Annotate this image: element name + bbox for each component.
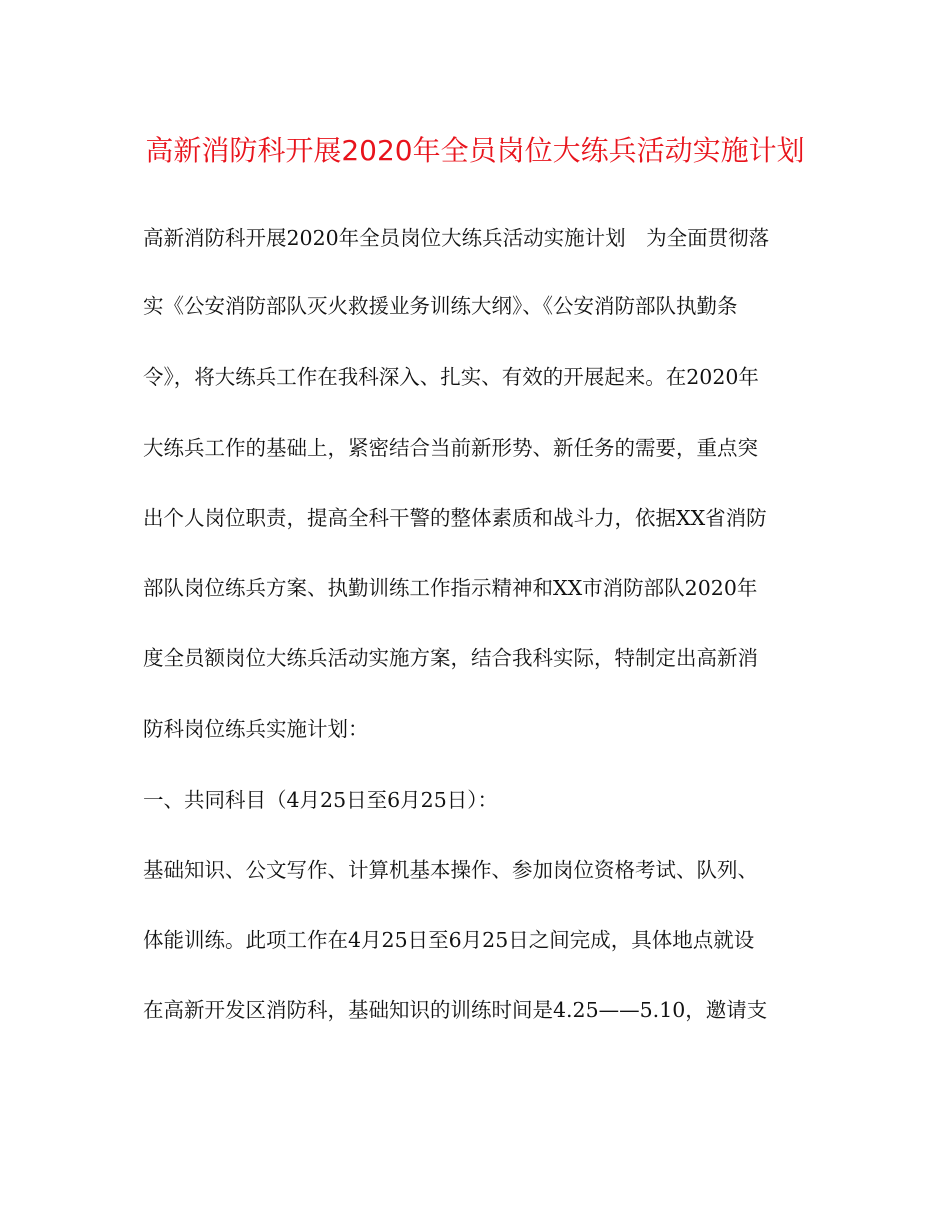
body-line: 大练兵工作的基础上，紧密结合当前新形势、新任务的需要，重点突 — [143, 436, 758, 460]
body-line: 部队岗位练兵方案、执勤训练工作指示精神和XX市消防部队2020年 — [143, 576, 758, 600]
body-line: 在高新开发区消防科，基础知识的训练时间是4.25——5.10，邀请支 — [143, 998, 768, 1022]
body-line: 一、共同科目（4月25日至6月25日）： — [143, 788, 499, 812]
body-line: 实《公安消防部队灭火救援业务训练大纲》、《公安消防部队执勤条 — [143, 294, 738, 318]
body-line: 基础知识、公文写作、计算机基本操作、参加岗位资格考试、队列、 — [143, 858, 758, 882]
body-line: 高新消防科开展2020年全员岗位大练兵活动实施计划 为全面贯彻落 — [143, 226, 770, 250]
body-line: 令》，将大练兵工作在我科深入、扎实、有效的开展起来。在2020年 — [143, 365, 759, 389]
body-line: 度全员额岗位大练兵活动实施方案，结合我科实际，特制定出高新消 — [143, 646, 758, 670]
body-line: 体能训练。此项工作在4月25日至6月25日之间完成，具体地点就设 — [143, 928, 755, 952]
body-line: 出个人岗位职责，提高全科干警的整体素质和战斗力，依据XX省消防 — [143, 506, 767, 530]
body-line: 防科岗位练兵实施计划： — [143, 717, 369, 741]
document-title: 高新消防科开展2020年全员岗位大练兵活动实施计划 — [145, 134, 805, 167]
